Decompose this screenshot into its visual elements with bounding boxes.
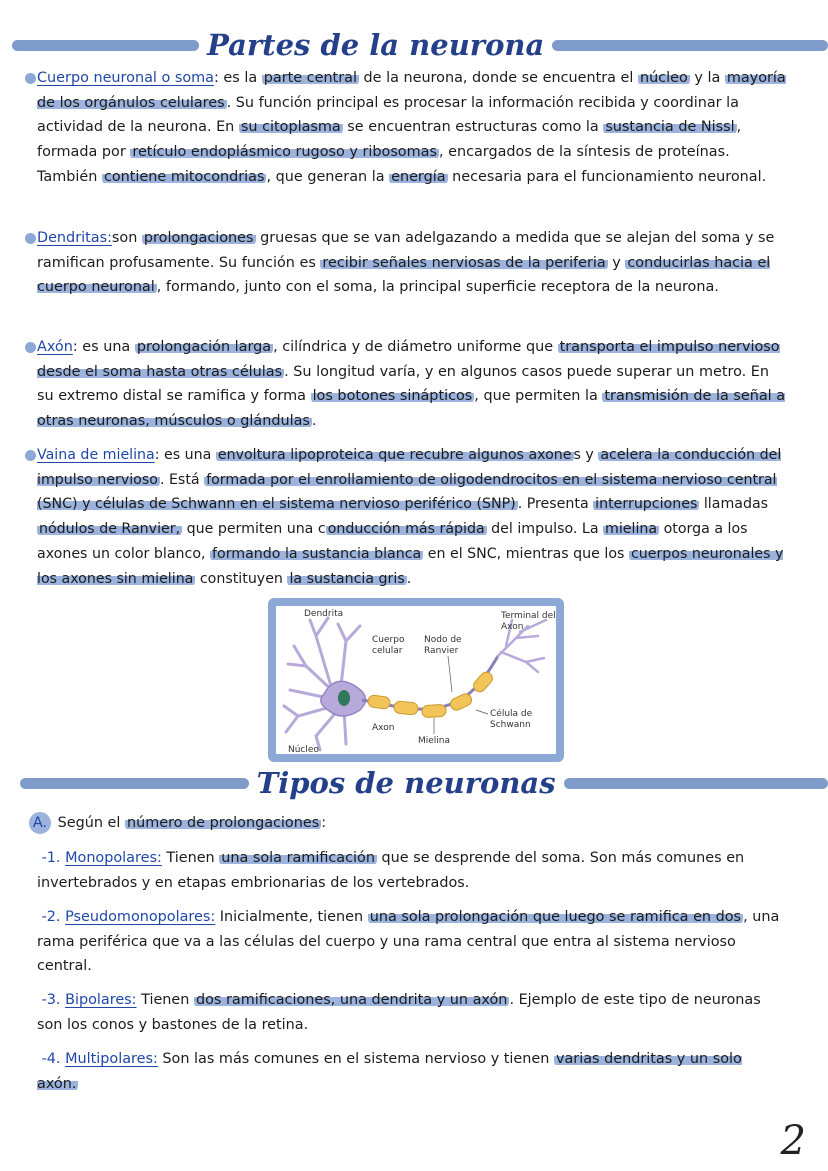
label-cuerpo: Cuerpo [372, 635, 405, 645]
myelin-sheath [367, 670, 495, 718]
page-number: 2 [780, 1118, 806, 1164]
highlight: la sustancia gris [289, 570, 405, 587]
text: , encargados de la síntesis de proteínas. También [37, 144, 730, 185]
label-nucleo: Núcleo [288, 745, 319, 754]
term-soma: Cuerpo neuronal o soma [37, 70, 214, 86]
text: s y [573, 447, 599, 463]
term-multipolares: Multipolares: [65, 1051, 158, 1067]
text: . Presenta [517, 496, 594, 513]
text: constituyen [195, 570, 288, 587]
highlight: una sola prolongación que luego se ramifica en dos [369, 909, 742, 925]
paragraph-soma [37, 66, 787, 190]
highlight: onducción más rápida [327, 521, 485, 538]
paragraph-mielina [37, 443, 787, 591]
term-dendritas: Dendritas: [37, 230, 112, 246]
highlight: dos ramificaciones, una dendrita y un axón [195, 992, 508, 1008]
text: Tienen [161, 850, 220, 866]
leader-line [476, 710, 488, 714]
text: : es la [213, 70, 262, 86]
highlight: varias dendritas y un solo axón. [37, 1051, 742, 1092]
list-number: -3. [41, 992, 61, 1008]
text: que permiten una c [182, 521, 326, 538]
label-nodo: Nodo de [424, 635, 462, 645]
text: Son las más comunes en el sistema nervioso y tienen [157, 1051, 554, 1067]
text: , cilíndrica y de diámetro uniforme que [273, 339, 558, 355]
list-number: -1. [41, 850, 61, 866]
term-bipolares: Bipolares: [65, 992, 137, 1008]
highlight: cuerpos neuronales y los axones sin mielina [37, 545, 784, 587]
label-schwann-1: Célula de [490, 709, 533, 719]
label-schwann-2: Schwann [490, 720, 531, 730]
text: Según el [53, 815, 125, 831]
bullet-dot [25, 342, 36, 353]
term-monopolares: Monopolares: [65, 850, 162, 866]
highlight: mielina [605, 521, 658, 538]
highlight: nódulos de Ranvier, [39, 521, 181, 538]
paragraph-axon [37, 335, 787, 434]
text: y la [689, 70, 725, 86]
highlight: contiene mitocondrias [103, 168, 265, 185]
highlight: formada por el enrollamiento de oligodendrocitos en el sistema nervioso central (SNC) y células de Schwann en el sistema nervioso periférico (SNP) [37, 471, 777, 513]
highlight: prolongaciones [143, 230, 254, 246]
section-title: Tipos de neuronas [256, 766, 556, 800]
highlight: parte central [263, 70, 357, 86]
label-axon: Axon [372, 723, 395, 733]
list-number: -2. [41, 909, 61, 925]
highlight: los botones sinápticos [312, 388, 473, 405]
text: Inicialmente, tienen [215, 909, 368, 925]
text: de la neurona, donde se encuentra el [358, 70, 638, 86]
highlight: mayoría de los orgánulos celulares [37, 70, 786, 111]
list-letter-badge: A. [29, 812, 51, 834]
leader-line [448, 656, 452, 692]
text: . [406, 570, 412, 587]
title-bar-right [552, 40, 828, 51]
label-ranvier: Ranvier [424, 646, 459, 656]
highlight: envoltura lipoproteica que recubre algunos axone [217, 447, 572, 463]
label-celular: celular [372, 646, 403, 656]
text: . [311, 413, 317, 430]
list-number: -4. [41, 1051, 61, 1067]
text: . Su función principal es procesar la información recibida y coordinar la actividad de la neurona. En [37, 94, 739, 136]
text: . Su longitud varía, y en algunos casos puede superar un metro. En su extremo distal se ramifica y forma [37, 363, 770, 405]
highlight: su citoplasma [240, 119, 341, 136]
text: , formada por [37, 119, 742, 161]
label-terminal-2: Axon [501, 622, 524, 632]
text: que se desprende del soma. Son más comunes en invertebrados y en etapas embrionarias de los vertebrados. [37, 850, 745, 891]
text: , formando, junto con el soma, la principal superficie receptora de la neurona. [156, 279, 719, 296]
highlight: acelera la conducción del impulso nervioso [37, 447, 782, 488]
text: del impulso. La [486, 521, 604, 538]
highlight: una sola ramificación [221, 850, 375, 866]
list-item-multipolares [37, 1047, 787, 1096]
term-pseudomonopolares: Pseudomonopolares: [65, 909, 216, 925]
text: . Ejemplo de este tipo de neuronas son los conos y bastones de la retina. [37, 992, 761, 1033]
list-item-bipolares [37, 988, 787, 1037]
text: : [321, 815, 327, 831]
label-mielina: Mielina [418, 736, 451, 746]
bullet-dot [25, 233, 36, 244]
paragraph-intro [32, 811, 787, 836]
section-title: Partes de la neurona [207, 28, 545, 62]
text: se encuentran estructuras como la [342, 119, 604, 136]
bullet-dot [25, 73, 36, 84]
label-dendrita: Dendrita [304, 609, 344, 619]
highlight: transmisión de la señal a otras neuronas, músculos o glándulas [37, 388, 786, 430]
text: en el SNC, mientras que los [423, 545, 629, 562]
highlight: recibir señales nerviosas de la periferia [322, 254, 606, 271]
highlight: formando la sustancia blanca [212, 545, 422, 562]
highlight: núcleo [639, 70, 688, 86]
title-bar-left [12, 40, 199, 51]
text: y [607, 254, 626, 271]
label-terminal: Terminal del [501, 611, 556, 621]
highlight: número de prolongaciones [126, 815, 320, 831]
text: , que permiten la [474, 388, 603, 405]
highlight: transporta el impulso nervioso desde el soma hasta otras células [37, 339, 780, 380]
text: otorga a los axones un color blanco, [37, 521, 748, 562]
text: son [111, 230, 142, 246]
title-bar-right [564, 778, 828, 789]
list-item-monopolares [37, 846, 787, 895]
text: : es una [154, 447, 216, 463]
title-bar-left [20, 778, 249, 789]
neuron-svg [276, 606, 556, 754]
text: Tienen [136, 992, 194, 1008]
section-title-row-2 [0, 766, 828, 800]
text: : es una [72, 339, 135, 355]
highlight: sustancia de Nissl [605, 119, 735, 136]
text: necesaria para el funcionamiento neuronal. [447, 168, 767, 185]
highlight: retículo endoplásmico rugoso y ribosomas [132, 144, 437, 161]
text: gruesas que se van adelgazando a medida que se alejan del soma y se ramifican profusamente. Su función es [37, 230, 775, 271]
section-title-row-1 [0, 28, 828, 62]
paragraph-dendritas [37, 226, 787, 300]
text: llamadas [699, 496, 769, 513]
nucleus [338, 690, 350, 706]
highlight: interrupciones [595, 496, 698, 513]
term-axon: Axón [37, 339, 73, 355]
text: , que generan la [266, 168, 390, 185]
term-mielina: Vaina de mielina [37, 447, 155, 463]
text: . Está [159, 471, 205, 488]
neuron-diagram [268, 598, 564, 762]
highlight: energía [391, 168, 446, 185]
highlight: prolongación larga [136, 339, 272, 355]
text: , una rama periférica que va a las células del cuerpo y una rama central que entra al sistema nervioso central. [37, 909, 780, 975]
list-item-pseudomonopolares [37, 905, 787, 979]
highlight: conducirlas hacia el cuerpo neuronal [37, 254, 771, 296]
bullet-dot [25, 450, 36, 461]
